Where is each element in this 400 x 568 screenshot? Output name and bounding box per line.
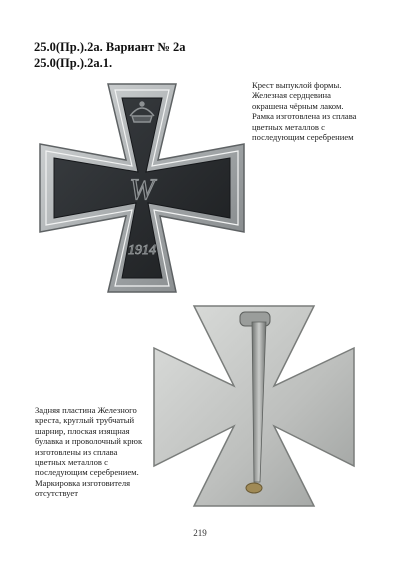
iron-cross-front-photo	[36, 82, 248, 294]
page-number: 219	[193, 528, 207, 538]
iron-cross-back-photo	[150, 302, 358, 510]
catch-hook	[246, 483, 262, 493]
front-description: Крест выпуклой формы. Железная сердцевина окрашена чёрным лаком. Рамка изготовлена из сплава цветных металлов с последующим серебрением	[252, 80, 357, 143]
page-title: 25.0(Пр.).2а. Вариант № 2а	[34, 40, 186, 54]
year-label: 1914	[128, 243, 156, 258]
cipher-letter: W	[129, 173, 155, 206]
back-description: Задняя пластина Железного креста, круглый трубчатый шарнир, плоская изящная булавка и проволочный крюк изготовлены из сплава цветных металлов с последующим серебрением. Маркировка изготовителя отсутствует	[35, 405, 143, 499]
page-subtitle: 25.0(Пр.).2а.1.	[34, 56, 113, 70]
